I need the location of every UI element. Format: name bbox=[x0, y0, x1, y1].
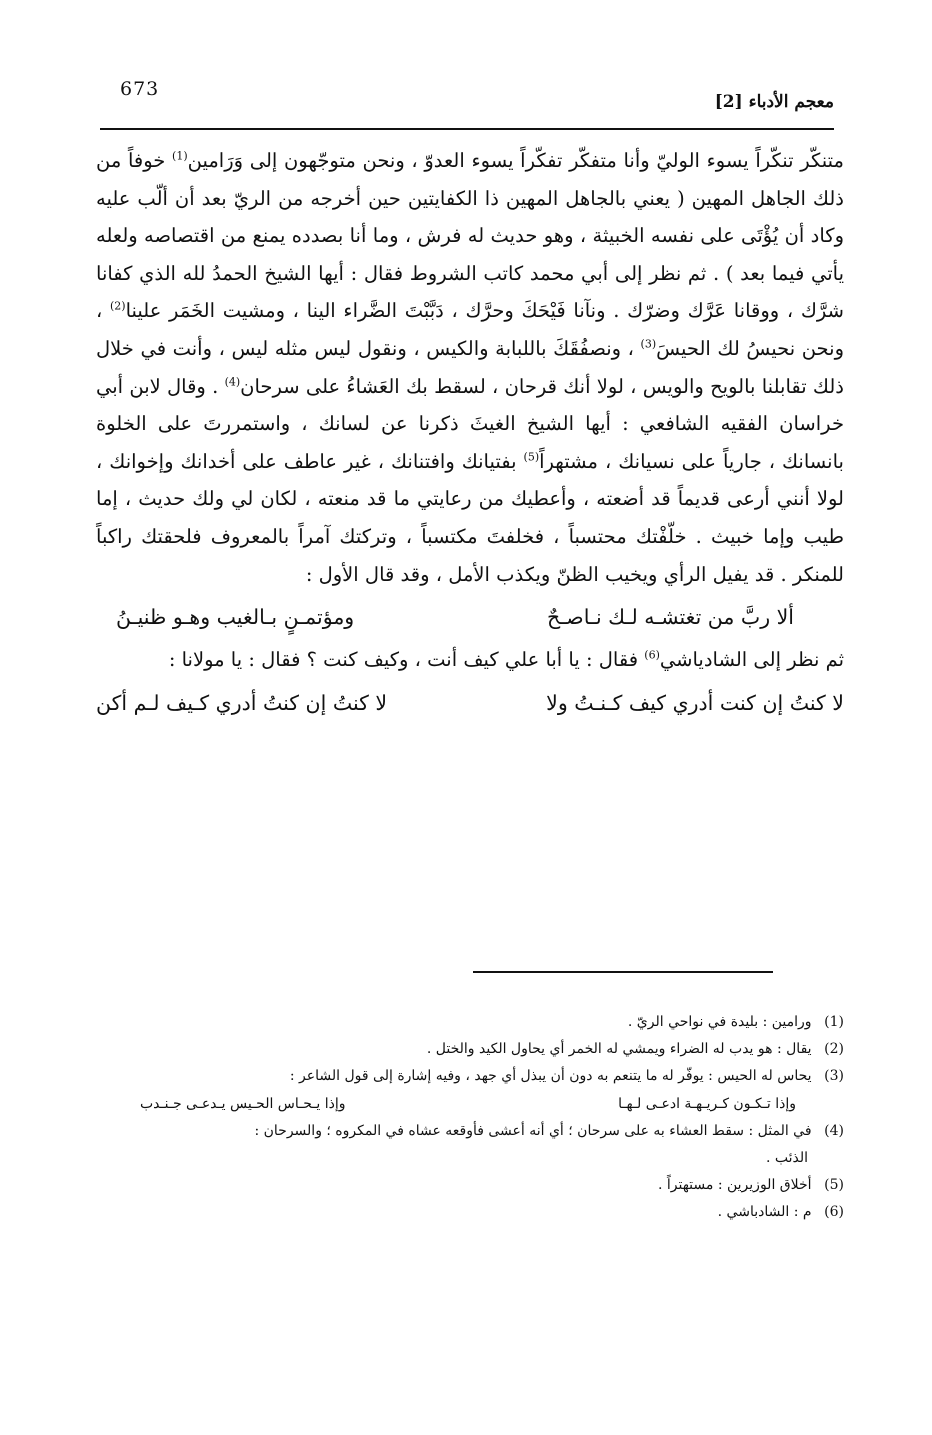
footnote-text: يقال : هو يدب له الضراء ويمشي له الخمر أي يحاول الكيد والختل . bbox=[426, 1041, 812, 1057]
footnote-number: (4) bbox=[824, 1123, 844, 1139]
footnote-ref-3: (3) bbox=[640, 337, 657, 351]
footnote-rule bbox=[473, 971, 773, 973]
footnote-text: في المثل : سقط العشاء به على سرحان ؛ أي أنه أعشى فأوقعه عشاه في المكروه ؛ والسرحان : bbox=[254, 1123, 812, 1139]
footnote-4-continuation: الذئب . bbox=[765, 1150, 808, 1166]
verse-2-first-hemistich: لا كنتُ إن كنت أدري كيف كـنـتُ ولا bbox=[546, 690, 844, 715]
verse-2-second-hemistich: لا كنتُ إن كنتُ أدري كـيف لـم أكن bbox=[96, 690, 388, 715]
text-run: . وقال لابن أبي خراسان الفقيه الشافعي : أيها الشيخ الغيثَ ذكرنا عن لسانك ، واستمررتَ على الخلوة بانسانك ، جارياً على نسيانك ، مشتهراً bbox=[96, 374, 844, 473]
page-number: 673 bbox=[120, 78, 160, 100]
verse-2 bbox=[96, 681, 844, 725]
text-run: فقال : يا أبا علي كيف أنت ، وكيف كنت ؟ فقال : يا مولانا : bbox=[168, 648, 645, 672]
footnote-ref-1: (1) bbox=[172, 149, 188, 163]
paragraph-1 bbox=[96, 142, 844, 593]
footnotes bbox=[96, 1009, 844, 1226]
footnote-number: (3) bbox=[824, 1068, 844, 1084]
text-run: ثم نظر إلى الشادياشي bbox=[659, 648, 844, 672]
footnote-number: (6) bbox=[824, 1204, 844, 1220]
footnote-3 bbox=[96, 1063, 844, 1090]
text-run: بفتيانك وافتنانك ، غير عاطف على أخدانك وإخوانك ، لولا أنني أرعى قديماً قد أضعته ، وأعطيك من رعايتي ما قد منعته ، لكان لي ولك حديث ، إما طيب وإما خبيث . خلّفْتك محتسباً ، فخلفتَ مكتسباً ، وتركتك آمراً بالمعروف فلحقتك راكباً للمنكر . قد يفيل الرأي ويخيب الظنّ ويكذب الأمل ، وقد قال الأول : bbox=[96, 449, 845, 586]
footnote-verse-second-hemistich: وإذا يـحـاس الحـيس يـدعـى جـنـدب bbox=[140, 1096, 346, 1112]
running-title: معجم الأدباء [2] bbox=[714, 92, 834, 112]
footnote-ref-5: (5) bbox=[523, 450, 540, 464]
footnote-4 bbox=[96, 1118, 844, 1145]
footnote-3-verse bbox=[96, 1090, 844, 1118]
text-run: ، ونصفُقَكَ باللبابة والكيس ، ونقول ليس مثله ليس ، وأنت في خلال ذلك تقابلنا بالويح والويس ، لولا أنك قرحان ، لسقط بك العَشاءُ على سرحان bbox=[96, 336, 844, 398]
text-run: خوفاً من ذلك الجاهل المهين ( يعني بالجاهل المهين ذا الكفايتين حين أخرجه من الريّ بعد أن ألّب عليه وكاد أن يُؤْتَى على نفسه الخبيثة ، وهو حديث له فرش ، وما أنا بصدده يمنع من اقتصاصه ولعله يأتي فيما بعد ) . ثم نظر إلى أبي محمد كاتب الشروط فقال : أيها الشيخ الحمدُ لله الذي كفانا شرَّك ، ووقانا عَرَّك وضرّك . ونآنا فَيْحَكَ وحرَّك ، دَبَّبْتَ الضَّراء الينا ، ومشيت الخَمَر علينا bbox=[96, 149, 844, 323]
text-run: متنكّر تنكّراً يسوء الوليّ وأنا متفكّر تفكّراً يسوء العدوّ ، ونحن متوجّهون إلى وَرَامين bbox=[187, 149, 845, 172]
footnote-text: أخلاق الوزيرين : مستهتراً . bbox=[657, 1177, 812, 1193]
footnote-ref-2: (2) bbox=[109, 299, 126, 313]
header-rule bbox=[100, 128, 834, 130]
footnote-text: م : الشادباشي . bbox=[717, 1204, 812, 1220]
paragraph-2 bbox=[96, 641, 844, 679]
footnote-number: (2) bbox=[824, 1041, 844, 1057]
footnote-2 bbox=[96, 1036, 844, 1063]
footnote-ref-6: (6) bbox=[644, 648, 660, 662]
verse-1-first-hemistich: ألا ربَّ من تغتشـه لـك نـاصـحٌ bbox=[547, 605, 794, 630]
footnote-number: (5) bbox=[824, 1177, 844, 1193]
footnote-verse-first-hemistich: وإذا تـكـون كـريـهـة ادعـى لـهـا bbox=[618, 1096, 796, 1112]
footnote-number: (1) bbox=[824, 1014, 844, 1030]
footnote-6 bbox=[96, 1199, 844, 1226]
footnote-1 bbox=[96, 1009, 844, 1036]
verse-1-second-hemistich: ومؤتمـنٍ بـالغيب وهـو ظنيـنُ bbox=[116, 605, 355, 630]
main-text bbox=[96, 142, 844, 727]
footnote-text: يحاس له الحيس : يوفّر له ما يتنعم به دون أن يبذل أي جهد ، وفيه إشارة إلى قول الشاعر : bbox=[289, 1068, 812, 1084]
footnote-5 bbox=[96, 1172, 844, 1199]
text-run: ، ونحن نحيسُ لك الحيسَ bbox=[96, 299, 844, 360]
footnote-ref-4: (4) bbox=[224, 375, 241, 389]
footnote-text: ورامين : بليدة في نواحي الريّ . bbox=[627, 1014, 812, 1030]
verse-1 bbox=[96, 595, 844, 639]
